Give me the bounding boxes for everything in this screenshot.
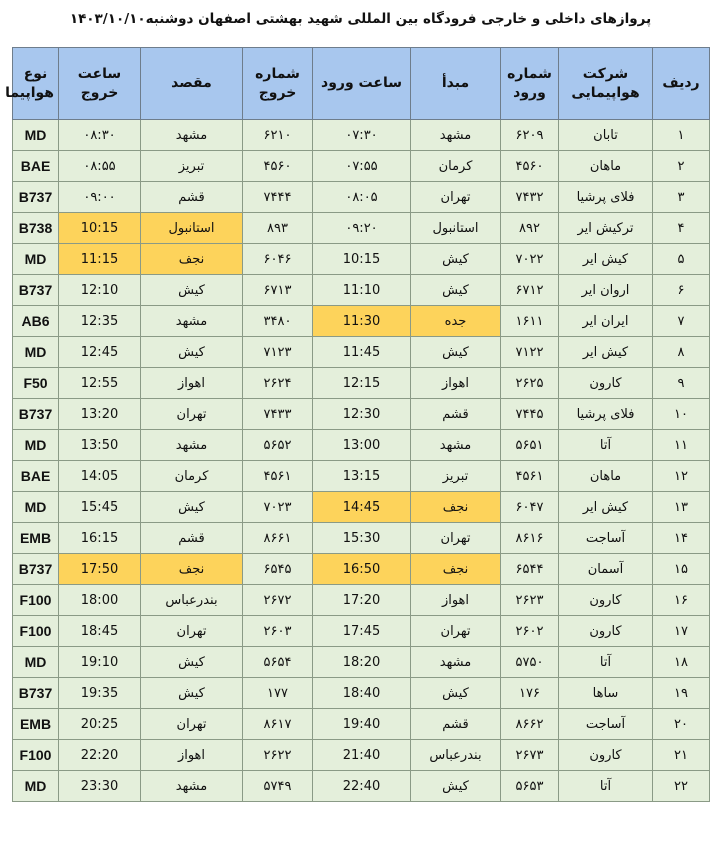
arrival-flight-number-cell: ۶۵۴۴ bbox=[501, 554, 559, 585]
destination-cell: اهواز bbox=[141, 368, 243, 399]
departure-flight-number-cell: ۲۶۲۲ bbox=[243, 740, 313, 771]
destination-cell: تهران bbox=[141, 399, 243, 430]
table-row bbox=[13, 616, 710, 647]
destination-cell: استانبول bbox=[141, 213, 243, 244]
airline-cell: اروان ایر bbox=[559, 275, 653, 306]
row-number-cell: ۳ bbox=[653, 182, 710, 213]
departure-flight-number-cell: ۲۶۲۴ bbox=[243, 368, 313, 399]
arrival-flight-number-cell: ۲۶۲۳ bbox=[501, 585, 559, 616]
row-number-cell: ۱۳ bbox=[653, 492, 710, 523]
origin-cell: مشهد bbox=[411, 647, 501, 678]
destination-cell: مشهد bbox=[141, 430, 243, 461]
arrival-flight-number-cell: ۸۶۶۲ bbox=[501, 709, 559, 740]
airline-cell: ترکیش ایر bbox=[559, 213, 653, 244]
table-header-row bbox=[13, 48, 710, 120]
arrival-time-cell: 16:50 bbox=[313, 554, 411, 585]
row-number-cell: ۱ bbox=[653, 120, 710, 151]
column-header-departure-flight-number: شماره خروج bbox=[243, 48, 313, 120]
table-row bbox=[13, 678, 710, 709]
aircraft-type-cell: MD bbox=[13, 771, 59, 802]
table-row bbox=[13, 740, 710, 771]
origin-cell: کیش bbox=[411, 337, 501, 368]
column-header-airline: شرکت هواپیمایی bbox=[559, 48, 653, 120]
origin-cell: اهواز bbox=[411, 585, 501, 616]
airline-cell: آتا bbox=[559, 647, 653, 678]
table-row bbox=[13, 182, 710, 213]
table-row bbox=[13, 523, 710, 554]
arrival-time-cell: 11:45 bbox=[313, 337, 411, 368]
aircraft-type-cell: MD bbox=[13, 337, 59, 368]
destination-cell: کیش bbox=[141, 492, 243, 523]
airline-cell: کارون bbox=[559, 585, 653, 616]
arrival-time-cell: 13:15 bbox=[313, 461, 411, 492]
departure-flight-number-cell: ۵۶۵۴ bbox=[243, 647, 313, 678]
departure-time-cell: 14:05 bbox=[59, 461, 141, 492]
destination-cell: مشهد bbox=[141, 120, 243, 151]
origin-cell: مشهد bbox=[411, 430, 501, 461]
departure-time-cell: 12:10 bbox=[59, 275, 141, 306]
destination-cell: نجف bbox=[141, 554, 243, 585]
arrival-flight-number-cell: ۷۴۴۵ bbox=[501, 399, 559, 430]
airline-cell: کیش ایر bbox=[559, 492, 653, 523]
origin-cell: کیش bbox=[411, 275, 501, 306]
departure-time-cell: 18:45 bbox=[59, 616, 141, 647]
flight-rows bbox=[13, 120, 710, 802]
origin-cell: تهران bbox=[411, 182, 501, 213]
airline-cell: آساجت bbox=[559, 709, 653, 740]
departure-flight-number-cell: ۶۷۱۳ bbox=[243, 275, 313, 306]
arrival-flight-number-cell: ۲۶۰۲ bbox=[501, 616, 559, 647]
arrival-time-cell: 18:40 bbox=[313, 678, 411, 709]
origin-cell: استانبول bbox=[411, 213, 501, 244]
arrival-flight-number-cell: ۶۰۴۷ bbox=[501, 492, 559, 523]
arrival-time-cell: ۰۹:۲۰ bbox=[313, 213, 411, 244]
arrival-time-cell: 17:45 bbox=[313, 616, 411, 647]
airline-cell: کیش ایر bbox=[559, 244, 653, 275]
arrival-flight-number-cell: ۲۶۷۳ bbox=[501, 740, 559, 771]
airline-cell: ماهان bbox=[559, 461, 653, 492]
row-number-cell: ۵ bbox=[653, 244, 710, 275]
departure-flight-number-cell: ۵۶۵۲ bbox=[243, 430, 313, 461]
aircraft-type-cell: F100 bbox=[13, 585, 59, 616]
airline-cell: آتا bbox=[559, 430, 653, 461]
table-row bbox=[13, 430, 710, 461]
origin-cell: اهواز bbox=[411, 368, 501, 399]
table-row bbox=[13, 492, 710, 523]
departure-flight-number-cell: ۴۵۶۱ bbox=[243, 461, 313, 492]
row-number-cell: ۷ bbox=[653, 306, 710, 337]
arrival-flight-number-cell: ۶۷۱۲ bbox=[501, 275, 559, 306]
origin-cell: نجف bbox=[411, 492, 501, 523]
aircraft-type-cell: B737 bbox=[13, 182, 59, 213]
aircraft-type-cell: F100 bbox=[13, 616, 59, 647]
row-number-cell: ۸ bbox=[653, 337, 710, 368]
airline-cell: آسمان bbox=[559, 554, 653, 585]
row-number-cell: ۴ bbox=[653, 213, 710, 244]
arrival-time-cell: 15:30 bbox=[313, 523, 411, 554]
origin-cell: کیش bbox=[411, 678, 501, 709]
aircraft-type-cell: F100 bbox=[13, 740, 59, 771]
departure-time-cell: 12:35 bbox=[59, 306, 141, 337]
origin-cell: تهران bbox=[411, 523, 501, 554]
departure-flight-number-cell: ۸۹۳ bbox=[243, 213, 313, 244]
destination-cell: کیش bbox=[141, 678, 243, 709]
table-row bbox=[13, 585, 710, 616]
departure-time-cell: 13:50 bbox=[59, 430, 141, 461]
arrival-time-cell: 10:15 bbox=[313, 244, 411, 275]
column-header-arrival-flight-number: شماره ورود bbox=[501, 48, 559, 120]
arrival-flight-number-cell: ۵۷۵۰ bbox=[501, 647, 559, 678]
arrival-flight-number-cell: ۷۰۲۲ bbox=[501, 244, 559, 275]
row-number-cell: ۲ bbox=[653, 151, 710, 182]
aircraft-type-cell: BAE bbox=[13, 461, 59, 492]
departure-time-cell: 22:20 bbox=[59, 740, 141, 771]
arrival-time-cell: ۰۸:۰۵ bbox=[313, 182, 411, 213]
table-row bbox=[13, 368, 710, 399]
table-row bbox=[13, 337, 710, 368]
destination-cell: تهران bbox=[141, 709, 243, 740]
destination-cell: نجف bbox=[141, 244, 243, 275]
origin-cell: بندرعباس bbox=[411, 740, 501, 771]
aircraft-type-cell: AB6 bbox=[13, 306, 59, 337]
departure-time-cell: 16:15 bbox=[59, 523, 141, 554]
column-header-aircraft-type: نوع هواپیما bbox=[13, 48, 59, 120]
departure-time-cell: 19:35 bbox=[59, 678, 141, 709]
origin-cell: تبریز bbox=[411, 461, 501, 492]
airline-cell: ایران ایر bbox=[559, 306, 653, 337]
aircraft-type-cell: B738 bbox=[13, 213, 59, 244]
row-number-cell: ۹ bbox=[653, 368, 710, 399]
destination-cell: کیش bbox=[141, 275, 243, 306]
destination-cell: بندرعباس bbox=[141, 585, 243, 616]
arrival-flight-number-cell: ۷۴۳۲ bbox=[501, 182, 559, 213]
aircraft-type-cell: MD bbox=[13, 120, 59, 151]
row-number-cell: ۱۷ bbox=[653, 616, 710, 647]
column-header-destination: مقصد bbox=[141, 48, 243, 120]
departure-time-cell: 12:45 bbox=[59, 337, 141, 368]
row-number-cell: ۶ bbox=[653, 275, 710, 306]
arrival-flight-number-cell: ۱۷۶ bbox=[501, 678, 559, 709]
destination-cell: مشهد bbox=[141, 306, 243, 337]
arrival-time-cell: 12:30 bbox=[313, 399, 411, 430]
arrival-flight-number-cell: ۸۹۲ bbox=[501, 213, 559, 244]
departure-flight-number-cell: ۴۵۶۰ bbox=[243, 151, 313, 182]
aircraft-type-cell: MD bbox=[13, 244, 59, 275]
departure-flight-number-cell: ۷۱۲۳ bbox=[243, 337, 313, 368]
row-number-cell: ۱۱ bbox=[653, 430, 710, 461]
arrival-time-cell: 11:10 bbox=[313, 275, 411, 306]
aircraft-type-cell: B737 bbox=[13, 399, 59, 430]
departure-time-cell: 11:15 bbox=[59, 244, 141, 275]
airline-cell: کیش ایر bbox=[559, 337, 653, 368]
aircraft-type-cell: B737 bbox=[13, 275, 59, 306]
aircraft-type-cell: F50 bbox=[13, 368, 59, 399]
departure-flight-number-cell: ۸۶۱۷ bbox=[243, 709, 313, 740]
table-row bbox=[13, 275, 710, 306]
departure-flight-number-cell: ۵۷۴۹ bbox=[243, 771, 313, 802]
arrival-flight-number-cell: ۵۶۵۱ bbox=[501, 430, 559, 461]
arrival-flight-number-cell: ۲۶۲۵ bbox=[501, 368, 559, 399]
destination-cell: کرمان bbox=[141, 461, 243, 492]
aircraft-type-cell: MD bbox=[13, 492, 59, 523]
departure-time-cell: 18:00 bbox=[59, 585, 141, 616]
aircraft-type-cell: B737 bbox=[13, 554, 59, 585]
departure-time-cell: 23:30 bbox=[59, 771, 141, 802]
column-header-origin: مبدأ bbox=[411, 48, 501, 120]
destination-cell: کیش bbox=[141, 337, 243, 368]
departure-flight-number-cell: ۲۶۰۳ bbox=[243, 616, 313, 647]
aircraft-type-cell: EMB bbox=[13, 709, 59, 740]
destination-cell: اهواز bbox=[141, 740, 243, 771]
airline-cell: فلای پرشیا bbox=[559, 182, 653, 213]
arrival-flight-number-cell: ۱۶۱۱ bbox=[501, 306, 559, 337]
destination-cell: قشم bbox=[141, 182, 243, 213]
origin-cell: مشهد bbox=[411, 120, 501, 151]
origin-cell: کیش bbox=[411, 244, 501, 275]
airline-cell: ساها bbox=[559, 678, 653, 709]
departure-time-cell: 13:20 bbox=[59, 399, 141, 430]
aircraft-type-cell: BAE bbox=[13, 151, 59, 182]
origin-cell: قشم bbox=[411, 709, 501, 740]
arrival-flight-number-cell: ۶۲۰۹ bbox=[501, 120, 559, 151]
departure-time-cell: ۰۸:۳۰ bbox=[59, 120, 141, 151]
departure-flight-number-cell: ۷۴۳۳ bbox=[243, 399, 313, 430]
arrival-time-cell: ۰۷:۳۰ bbox=[313, 120, 411, 151]
departure-flight-number-cell: ۶۵۴۵ bbox=[243, 554, 313, 585]
table-row bbox=[13, 120, 710, 151]
origin-cell: قشم bbox=[411, 399, 501, 430]
origin-cell: کیش bbox=[411, 771, 501, 802]
departure-flight-number-cell: ۷۴۴۴ bbox=[243, 182, 313, 213]
airline-cell: فلای پرشیا bbox=[559, 399, 653, 430]
destination-cell: مشهد bbox=[141, 771, 243, 802]
airline-cell: کارون bbox=[559, 368, 653, 399]
destination-cell: تهران bbox=[141, 616, 243, 647]
destination-cell: تبریز bbox=[141, 151, 243, 182]
column-header-departure-time: ساعت خروج bbox=[59, 48, 141, 120]
table-row bbox=[13, 771, 710, 802]
row-number-cell: ۲۲ bbox=[653, 771, 710, 802]
aircraft-type-cell: MD bbox=[13, 430, 59, 461]
departure-time-cell: 19:10 bbox=[59, 647, 141, 678]
row-number-cell: ۱۸ bbox=[653, 647, 710, 678]
table-row bbox=[13, 213, 710, 244]
arrival-flight-number-cell: ۴۵۶۰ bbox=[501, 151, 559, 182]
arrival-time-cell: 13:00 bbox=[313, 430, 411, 461]
table-row bbox=[13, 709, 710, 740]
row-number-cell: ۱۴ bbox=[653, 523, 710, 554]
airline-cell: کارون bbox=[559, 740, 653, 771]
column-header-row-number: ردیف bbox=[653, 48, 710, 120]
aircraft-type-cell: MD bbox=[13, 647, 59, 678]
arrival-time-cell: ۰۷:۵۵ bbox=[313, 151, 411, 182]
departure-time-cell: 10:15 bbox=[59, 213, 141, 244]
arrival-flight-number-cell: ۷۱۲۲ bbox=[501, 337, 559, 368]
arrival-time-cell: 17:20 bbox=[313, 585, 411, 616]
arrival-time-cell: 18:20 bbox=[313, 647, 411, 678]
row-number-cell: ۲۱ bbox=[653, 740, 710, 771]
departure-flight-number-cell: ۳۴۸۰ bbox=[243, 306, 313, 337]
origin-cell: کرمان bbox=[411, 151, 501, 182]
table-row bbox=[13, 306, 710, 337]
table-row bbox=[13, 461, 710, 492]
arrival-flight-number-cell: ۵۶۵۳ bbox=[501, 771, 559, 802]
arrival-time-cell: 12:15 bbox=[313, 368, 411, 399]
arrival-time-cell: 19:40 bbox=[313, 709, 411, 740]
departure-flight-number-cell: ۶۲۱۰ bbox=[243, 120, 313, 151]
departure-time-cell: 20:25 bbox=[59, 709, 141, 740]
table-row bbox=[13, 554, 710, 585]
row-number-cell: ۲۰ bbox=[653, 709, 710, 740]
arrival-flight-number-cell: ۸۶۱۶ bbox=[501, 523, 559, 554]
table-row bbox=[13, 647, 710, 678]
airline-cell: آساجت bbox=[559, 523, 653, 554]
column-header-arrival-time: ساعت ورود bbox=[313, 48, 411, 120]
page-title: پروازهای داخلی و خارجی فرودگاه بین المللی شهید بهشتی اصفهان دوشنبه۱۴۰۳/۱۰/۱۰ bbox=[69, 11, 652, 27]
departure-time-cell: ۰۸:۵۵ bbox=[59, 151, 141, 182]
departure-time-cell: 12:55 bbox=[59, 368, 141, 399]
destination-cell: کیش bbox=[141, 647, 243, 678]
arrival-time-cell: 21:40 bbox=[313, 740, 411, 771]
table-row bbox=[13, 399, 710, 430]
airline-cell: آتا bbox=[559, 771, 653, 802]
row-number-cell: ۱۲ bbox=[653, 461, 710, 492]
aircraft-type-cell: EMB bbox=[13, 523, 59, 554]
departure-flight-number-cell: ۲۶۷۲ bbox=[243, 585, 313, 616]
aircraft-type-cell: B737 bbox=[13, 678, 59, 709]
departure-time-cell: 15:45 bbox=[59, 492, 141, 523]
airline-cell: کارون bbox=[559, 616, 653, 647]
departure-time-cell: ۰۹:۰۰ bbox=[59, 182, 141, 213]
departure-flight-number-cell: ۸۶۶۱ bbox=[243, 523, 313, 554]
row-number-cell: ۱۵ bbox=[653, 554, 710, 585]
destination-cell: قشم bbox=[141, 523, 243, 554]
table-row bbox=[13, 244, 710, 275]
airline-cell: تابان bbox=[559, 120, 653, 151]
arrival-time-cell: 14:45 bbox=[313, 492, 411, 523]
row-number-cell: ۱۰ bbox=[653, 399, 710, 430]
arrival-time-cell: 11:30 bbox=[313, 306, 411, 337]
origin-cell: نجف bbox=[411, 554, 501, 585]
departure-time-cell: 17:50 bbox=[59, 554, 141, 585]
departure-flight-number-cell: ۷۰۲۳ bbox=[243, 492, 313, 523]
row-number-cell: ۱۶ bbox=[653, 585, 710, 616]
origin-cell: تهران bbox=[411, 616, 501, 647]
departure-flight-number-cell: ۶۰۴۶ bbox=[243, 244, 313, 275]
arrival-time-cell: 22:40 bbox=[313, 771, 411, 802]
arrival-flight-number-cell: ۴۵۶۱ bbox=[501, 461, 559, 492]
table-row bbox=[13, 151, 710, 182]
origin-cell: جده bbox=[411, 306, 501, 337]
row-number-cell: ۱۹ bbox=[653, 678, 710, 709]
flights-table bbox=[5, 47, 710, 802]
airline-cell: ماهان bbox=[559, 151, 653, 182]
departure-flight-number-cell: ۱۷۷ bbox=[243, 678, 313, 709]
